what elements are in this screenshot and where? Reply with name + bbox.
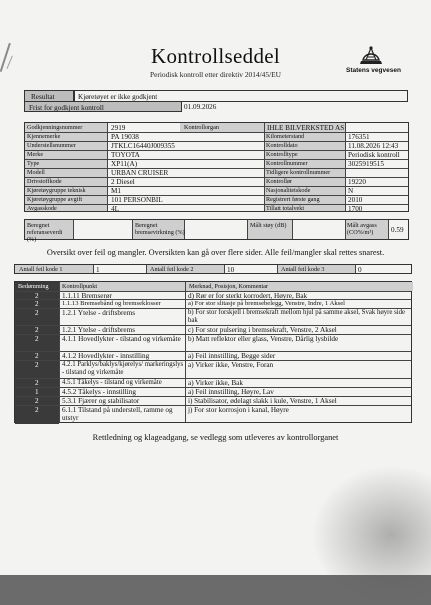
vehicle-value: M1: [111, 187, 121, 195]
defect-point: 4.2.1 Parklys/baklys/kjørelys/ markeringslys - tilstand og virkemåte: [62, 361, 184, 376]
error-counts-table: [14, 264, 412, 274]
defect-point: 1.2.1 Ytelse - driftsbrems: [62, 309, 135, 317]
vehicle-value: 4L: [111, 205, 119, 213]
measurement-label: Målt støy (dB): [250, 222, 287, 229]
vehicle-label: Merke: [27, 151, 44, 158]
vehicle-label: Kjøretøygruppe avgift: [27, 196, 83, 203]
defect-point: 4.1.1 Hovedlykter - tilstand og virkemåte: [62, 335, 181, 343]
vehicle-label: Avgasskode: [27, 205, 57, 212]
defect-note: a) Feil innstilling, Begge sider: [188, 352, 276, 360]
vehicle-label: Kontrolldato: [266, 142, 298, 149]
vehicle-value: 2 Diesel: [111, 178, 135, 186]
vehicle-value: 3025919515: [348, 160, 384, 168]
vehicle-value: TOYOTA: [111, 151, 140, 159]
vehicle-value: 101 PERSONBIL: [111, 196, 163, 204]
defect-severity: 1: [35, 388, 39, 396]
defect-severity: 2: [35, 379, 39, 387]
vehicle-value: 176351: [348, 133, 370, 141]
deadline-label-box: [24, 101, 182, 112]
defect-point: 1.1.11 Bremserør: [62, 292, 112, 300]
vehicle-label: Modell: [27, 169, 45, 176]
deadline-label: Frist for godkjent kontroll: [29, 103, 104, 112]
defect-severity: 2: [35, 397, 39, 405]
count-value: 0: [358, 266, 362, 274]
defect-note: i) Stabilisator, ødelagt slakk i kule, Venstre, 1 Aksel: [188, 397, 337, 405]
vehicle-label: Type: [27, 160, 40, 167]
count-value: 10: [227, 266, 235, 274]
defect-severity: 2: [35, 326, 39, 334]
defect-note: a) Feil innstilling, Høyre, Lav: [188, 388, 274, 396]
defect-point: 1.2.1 Ytelse - driftsbrems: [62, 326, 135, 334]
document-title: Kontrollseddel: [150, 44, 280, 68]
defect-note: j) For stor korrosjon i kanal, Høyre: [188, 406, 289, 414]
statens-vegvesen-logo-icon: [356, 44, 386, 68]
vehicle-info-table: [24, 122, 409, 212]
deadline-value-box: [182, 101, 408, 112]
point-header: Kontrollpunkt: [62, 283, 98, 290]
vehicle-value: PA 19038: [111, 133, 139, 141]
severity-header: Bedømming: [18, 283, 49, 290]
overview-text: Oversikt over feil og mangler. Oversikten kan gå over flere sider. Alle feil/mangler skal rettes snarest.: [46, 248, 385, 257]
vehicle-label: Nasjonalitetskode: [266, 187, 311, 194]
vehicle-value: 1700: [348, 205, 363, 213]
defect-note: a) For stor slitasje på bremsebelegg, Venstre, Indre, 1 Aksel: [188, 300, 345, 307]
result-label: Resultat: [31, 93, 55, 101]
vehicle-label: Drivstoffkode: [27, 178, 62, 185]
defect-severity: 2: [35, 361, 39, 369]
result-value: Kjøretøyet er ikke godkjent: [78, 93, 158, 101]
defect-point: 6.1.1 Tilstand på understell, ramme og utstyr: [62, 406, 173, 422]
measurement-value: 0.59: [391, 226, 404, 234]
vehicle-label: Tillatt totalvekt: [266, 205, 305, 212]
vehicle-value: N: [348, 187, 354, 195]
defect-point: 4.5.2 Tåkelys - innstilling: [62, 388, 136, 396]
defect-note: c) For stor pulsering i bremsekraft, Venstre, 2 Aksel: [188, 326, 337, 334]
defect-note: b) For stor forskjell i bremsekraft mellom hjul på samme aksel, Svak høyre side bak: [188, 309, 406, 324]
vehicle-value: 11.08.2026 12:43: [348, 142, 399, 150]
defect-severity: 2: [35, 309, 39, 317]
defect-note: d) Rør er for sterkt korrodert, Høyre, Bak: [188, 292, 308, 300]
vehicle-label: Kilometerstand: [266, 133, 305, 140]
kontrollorgan-value: IHLE BILVERKSTED AS: [267, 124, 345, 132]
vehicle-value: 19220: [348, 178, 366, 186]
defect-severity: 2: [35, 406, 39, 414]
measurement-label: Beregnet referanseverdi (%): [27, 222, 63, 243]
vehicle-label: Kontrollør: [266, 178, 293, 185]
document-subtitle: Periodisk kontroll etter direktiv 2014/45/EU: [150, 70, 281, 79]
count-label: Antall feil kode 1: [19, 266, 63, 273]
defect-note: a) Virker ikke, Venstre, Foran: [188, 361, 274, 369]
vehicle-value: XP11(A): [111, 160, 138, 168]
vehicle-value: 2919: [111, 124, 126, 132]
vehicle-label: Kontrolltype: [266, 151, 298, 158]
deadline-value: 01.09.2026: [184, 102, 217, 111]
vehicle-label: Tidligere kontrollnummer: [266, 169, 331, 176]
vehicle-label: Godkjenningsnummer: [27, 124, 83, 131]
vehicle-label: Kjøretøygruppe teknisk: [27, 187, 86, 194]
measurement-label: Målt avgass (CO%/m³): [347, 222, 377, 236]
defect-point: 1.1.13 Bremsebånd og bremseklosser: [62, 300, 161, 307]
vehicle-label: Registrert første gang: [266, 196, 320, 203]
count-value: 1: [96, 266, 100, 274]
footer-text: Rettledning og klageadgang, se vedlegg som utleveres av kontrollorganet: [92, 433, 339, 442]
defect-point: 4.1.2 Hovedlykter - innstilling: [62, 352, 150, 360]
defect-point: 4.5.1 Tåkelys - tilstand og virkemåte: [62, 379, 162, 386]
count-label: Antall feil kode 3: [281, 266, 325, 273]
defect-severity: 2: [35, 292, 39, 300]
vehicle-label: Kjennemerke: [27, 133, 61, 140]
defect-note: a) Virker ikke, Bak: [188, 379, 243, 387]
count-label: Antall feil kode 2: [150, 266, 194, 273]
defect-note: b) Matt reflektor eller glass, Venstre, Dårlig lysbilde: [188, 335, 339, 343]
defect-point: 5.3.1 Fjærer og stabilisator: [62, 397, 140, 405]
vehicle-value: 2010: [348, 196, 363, 204]
defect-severity: 2: [35, 352, 39, 360]
defect-severity: 2: [35, 335, 39, 343]
vehicle-label: Kontrollnummer: [266, 160, 308, 167]
measurement-label: Beregnet bremsevirkning (%): [135, 222, 185, 236]
note-header: Merknad, Posisjon, Kommentar: [189, 283, 269, 290]
vehicle-value: URBAN CRUISER: [111, 169, 169, 177]
defect-severity: 2: [35, 300, 39, 308]
vehicle-label: Understellsnummer: [27, 142, 76, 149]
page-shadow: [311, 465, 431, 605]
measurements-table: [24, 219, 409, 243]
vehicle-value: Periodisk kontroll: [348, 151, 400, 159]
vehicle-value: JTKLC16440J009355: [111, 142, 175, 150]
kontrollorgan-label: Kontrollorgan: [184, 124, 219, 131]
logo-text: Statens vegvesen: [346, 67, 401, 74]
defects-table: [14, 281, 412, 423]
